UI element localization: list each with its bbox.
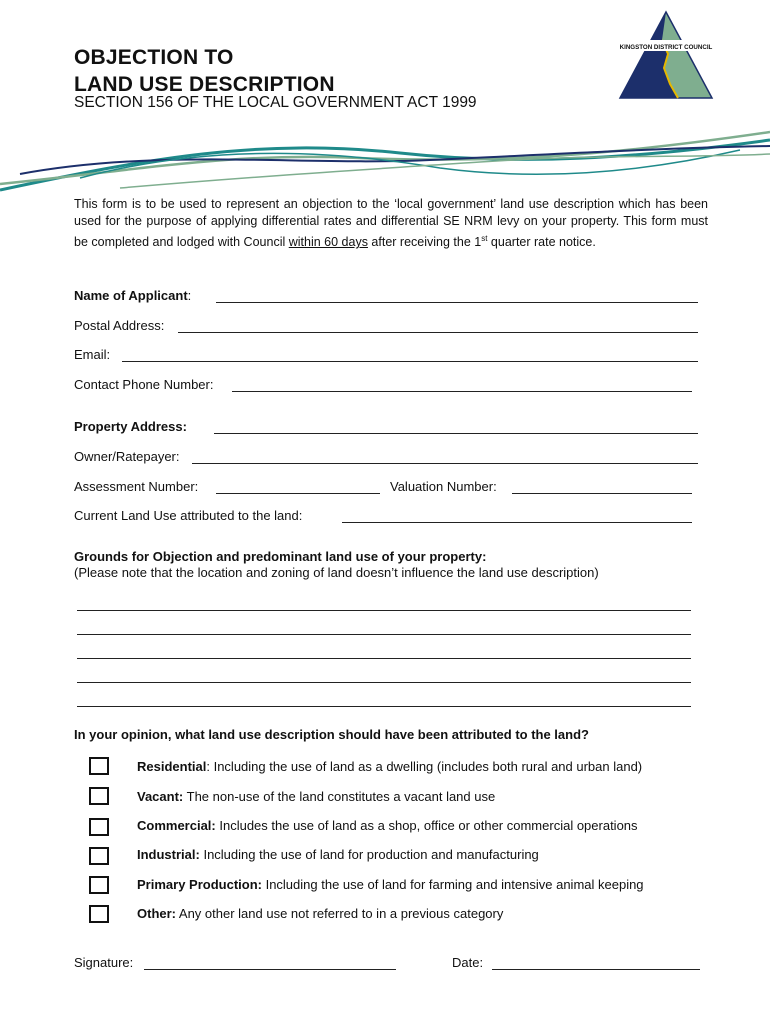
- property-address-field[interactable]: [214, 419, 698, 434]
- vacant-checkbox[interactable]: [89, 787, 109, 805]
- commercial-checkbox[interactable]: [89, 818, 109, 836]
- postal-address-row: [74, 318, 698, 336]
- contact-phone-field[interactable]: [232, 377, 692, 392]
- property-address-label: Property Address:: [74, 419, 187, 434]
- page-subtitle: SECTION 156 OF THE LOCAL GOVERNMENT ACT 1999: [74, 94, 477, 111]
- date-label: Date:: [452, 955, 484, 970]
- current-land-use-field[interactable]: [342, 508, 692, 523]
- option-label: Other:: [137, 906, 176, 921]
- option-other: [137, 906, 503, 921]
- land-use-question: In your opinion, what land use description should have been attributed to the land?: [74, 727, 589, 742]
- decorative-waves: [0, 118, 770, 208]
- date-row: [452, 955, 702, 973]
- intro-deadline: within 60 days: [288, 235, 368, 250]
- contact-phone-row: [74, 377, 692, 395]
- option-residential: [137, 759, 642, 774]
- option-label: Commercial:: [137, 818, 216, 833]
- current-land-use-label: Current Land Use attributed to the land:: [74, 508, 303, 523]
- assessment-number-field[interactable]: [216, 479, 380, 494]
- assessment-valuation-row: [74, 479, 692, 497]
- option-description: : Including the use of land as a dwelling (includes both rural and urban land): [206, 759, 643, 774]
- option-primary-production: [137, 877, 644, 892]
- grounds-heading: Grounds for Objection and predominant land use of your property:: [74, 549, 487, 564]
- residential-checkbox[interactable]: [89, 757, 109, 775]
- email-field[interactable]: [122, 347, 698, 362]
- other-checkbox[interactable]: [89, 905, 109, 923]
- title-line-2: LAND USE DESCRIPTION: [74, 73, 335, 96]
- contact-phone-label: Contact Phone Number:: [74, 377, 214, 392]
- option-commercial: [137, 818, 638, 833]
- logo-text: KINGSTON DISTRICT COUNCIL: [619, 44, 713, 51]
- page-title: [74, 44, 335, 98]
- council-logo: [618, 10, 714, 102]
- option-description: Includes the use of land as a shop, office or other commercial operations: [215, 818, 638, 833]
- property-address-row: [74, 419, 698, 437]
- option-description: Any other land use not referred to in a previous category: [176, 906, 504, 921]
- option-description: Including the use of land for production and manufacturing: [199, 847, 539, 862]
- signature-field[interactable]: [144, 955, 396, 970]
- valuation-number-field[interactable]: [512, 479, 692, 494]
- signature-label: Signature:: [74, 955, 134, 970]
- intro-superscript: st: [481, 234, 488, 243]
- grounds-line[interactable]: [77, 592, 691, 611]
- option-label: Primary Production:: [137, 877, 262, 892]
- name-of-applicant-field[interactable]: [216, 288, 698, 303]
- assessment-number-label: Assessment Number:: [74, 479, 199, 494]
- postal-address-label: Postal Address:: [74, 318, 165, 333]
- intro-text: This form is to be used to represent an objection to the ‘local government’ land use description which has been used for the purpose of applying differential rates and differential SE NRM levy on your property. This form must be completed and lodged with Council: [74, 197, 708, 250]
- option-description: Including the use of land for farming and intensive animal keeping: [261, 877, 644, 892]
- signature-row: [74, 955, 396, 973]
- grounds-line[interactable]: [77, 664, 691, 683]
- grounds-line[interactable]: [77, 616, 691, 635]
- option-label: Residential: [137, 759, 207, 774]
- owner-ratepayer-field[interactable]: [192, 449, 698, 464]
- valuation-number-label: Valuation Number:: [390, 479, 497, 494]
- intro-text-after: after receiving the 1: [367, 235, 482, 250]
- option-label: Industrial:: [137, 847, 200, 862]
- option-industrial: [137, 847, 539, 862]
- grounds-line[interactable]: [77, 688, 691, 707]
- postal-address-field[interactable]: [178, 318, 698, 333]
- owner-ratepayer-label: Owner/Ratepayer:: [74, 449, 180, 464]
- date-field[interactable]: [492, 955, 700, 970]
- industrial-checkbox[interactable]: [89, 847, 109, 865]
- grounds-line[interactable]: [77, 640, 691, 659]
- logo-triangle-icon: [618, 10, 714, 102]
- email-row: [74, 347, 698, 365]
- primary-production-checkbox[interactable]: [89, 876, 109, 894]
- name-of-applicant-row: [74, 288, 698, 306]
- current-land-use-row: [74, 508, 692, 526]
- intro-paragraph: [74, 196, 708, 251]
- option-description: The non-use of the land constitutes a vacant land use: [183, 789, 496, 804]
- option-label: Vacant:: [137, 789, 184, 804]
- title-line-1: OBJECTION TO: [74, 46, 234, 69]
- owner-ratepayer-row: [74, 449, 698, 467]
- name-of-applicant-label: Name of Applicant:: [74, 288, 192, 303]
- grounds-note: (Please note that the location and zoning of land doesn’t influence the land use description): [74, 565, 599, 580]
- option-vacant: [137, 789, 495, 804]
- email-label: Email:: [74, 347, 111, 362]
- intro-text-end: quarter rate notice.: [487, 235, 596, 250]
